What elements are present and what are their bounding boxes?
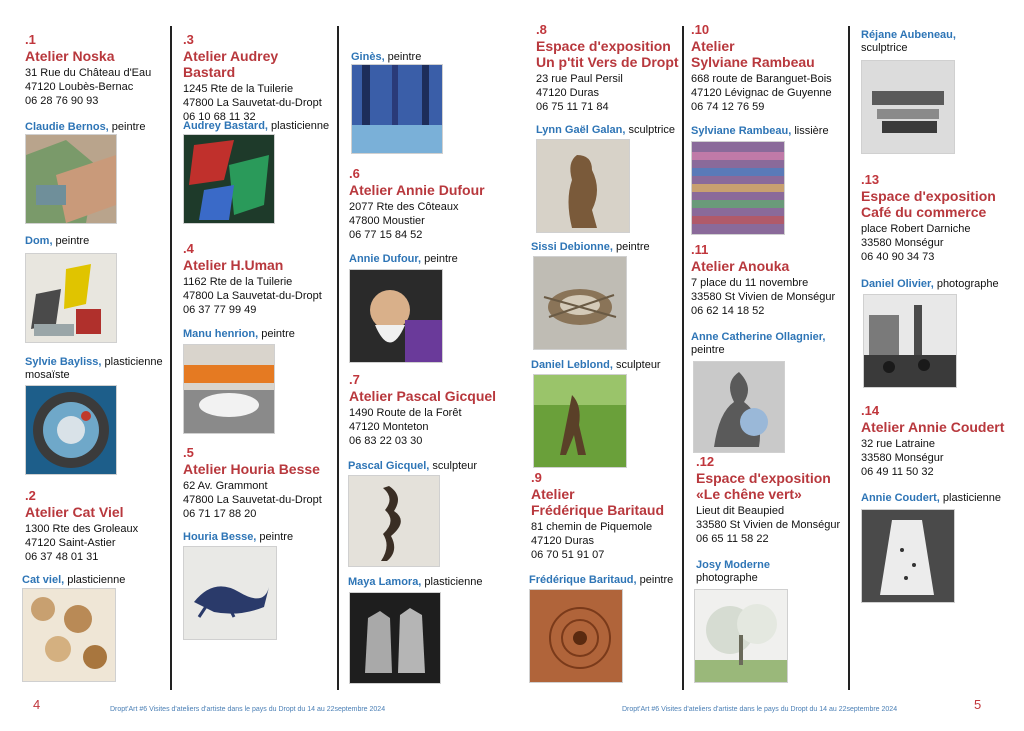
atelier-number: .14 xyxy=(861,403,880,418)
phone-number: 06 28 76 90 93 xyxy=(25,95,99,107)
atelier-title-line2: Café du commerce xyxy=(861,204,987,220)
artist-name: Dom, xyxy=(25,235,53,247)
address-line: 33580 Monségur xyxy=(861,237,944,249)
atelier-number: .1 xyxy=(25,32,36,47)
artist-role: peintre xyxy=(384,51,422,63)
artist-name: Audrey Bastard, xyxy=(183,120,268,132)
address-line: 33580 St Vivien de Monségur xyxy=(696,519,841,531)
artist-name: Daniel Olivier, xyxy=(861,278,934,290)
address-line: 2077 Rte des Côteaux xyxy=(349,201,459,213)
artist-name: Ginès, xyxy=(351,51,385,63)
artist-role: peintre xyxy=(421,253,458,265)
address-line: 31 Rue du Château d'Eau xyxy=(25,67,152,79)
page-number-left: 4 xyxy=(33,697,41,712)
artist-role-line2: photographe xyxy=(696,572,758,584)
artwork-photo xyxy=(693,361,785,453)
atelier-number: .11 xyxy=(691,242,709,257)
atelier-7 xyxy=(349,372,519,448)
column-divider xyxy=(170,26,172,690)
atelier-13 xyxy=(861,172,1011,264)
artist-caption xyxy=(536,124,679,137)
artist-role: plasticienne xyxy=(267,120,330,132)
atelier-title: Atelier Annie Coudert xyxy=(861,419,1005,435)
phone-number: 06 71 17 88 20 xyxy=(183,508,257,520)
artist-caption xyxy=(351,51,519,64)
atelier-number: .12 xyxy=(696,454,715,469)
artist-role: peintre xyxy=(52,235,90,247)
artwork-photo xyxy=(25,253,117,343)
address-line: 47800 La Sauvetat-du-Dropt xyxy=(183,290,322,302)
artist-role: lissière xyxy=(791,125,829,137)
address-line: 62 Av. Grammont xyxy=(183,480,268,492)
address-line: 47120 Lévignac de Guyenne xyxy=(691,87,832,99)
address-line: Lieut dit Beaupied xyxy=(696,505,785,517)
column-3 xyxy=(349,22,519,690)
address-line: 668 route de Baranguet-Bois xyxy=(691,73,832,85)
artist-name: Réjane Aubeneau, xyxy=(861,29,956,41)
atelier-title: Espace d'exposition xyxy=(536,38,671,54)
phone-number: 06 10 68 11 32 xyxy=(183,111,256,123)
phone-number: 06 75 11 71 84 xyxy=(536,101,609,113)
column-divider xyxy=(682,26,684,690)
address-line: 81 chemin de Piquemole xyxy=(531,521,653,533)
address-line: 32 rue Latraine xyxy=(861,438,935,450)
artist-role: peintre xyxy=(256,531,294,543)
phone-number: 06 37 48 01 31 xyxy=(25,551,99,563)
artist-name: Daniel Leblond, xyxy=(531,359,613,371)
address-line: place Robert Darniche xyxy=(861,223,971,235)
address-line: 1162 Rte de la Tuilerie xyxy=(183,276,293,288)
atelier-title: Atelier Annie Dufour xyxy=(349,182,485,198)
artist-role: photographe xyxy=(933,278,999,290)
artwork-photo xyxy=(22,588,116,682)
artist-caption xyxy=(25,121,167,134)
column-5 xyxy=(691,22,845,690)
address-line: 23 rue Paul Persil xyxy=(536,73,623,85)
atelier-number: .8 xyxy=(536,22,547,37)
atelier-number: .2 xyxy=(25,488,36,503)
artwork-photo xyxy=(348,475,440,567)
artist-role: plasticienne xyxy=(421,576,483,588)
artist-caption xyxy=(696,559,845,585)
artist-caption xyxy=(25,235,167,248)
atelier-title-line2: «Le chêne vert» xyxy=(696,486,802,502)
atelier-title: Espace d'exposition xyxy=(696,470,831,486)
address-line: 47800 La Sauvetat-du-Dropt xyxy=(183,494,322,506)
artist-caption xyxy=(861,492,1011,505)
artist-caption xyxy=(531,359,679,372)
column-1 xyxy=(22,22,167,690)
artwork-photo xyxy=(183,546,277,640)
phone-number: 06 74 12 76 59 xyxy=(691,101,765,113)
atelier-title-line2: Sylviane Rambeau xyxy=(691,54,815,70)
artwork-photo xyxy=(349,592,441,684)
address-line: 1300 Rte des Groleaux xyxy=(25,523,139,535)
atelier-5 xyxy=(183,445,333,521)
atelier-title: Espace d'exposition xyxy=(861,188,996,204)
artist-caption xyxy=(183,328,333,341)
artist-role: sculpteur xyxy=(612,359,661,371)
artist-role: peintre xyxy=(636,574,674,586)
phone-number: 06 65 11 58 22 xyxy=(696,533,769,545)
artist-name: Annie Dufour, xyxy=(349,253,422,265)
address-line: 47800 La Sauvetat-du-Dropt xyxy=(183,97,322,109)
address-line: 47120 Duras xyxy=(531,535,594,547)
atelier-title: Atelier Pascal Gicquel xyxy=(349,388,497,404)
atelier-11 xyxy=(691,242,845,318)
artwork-photo xyxy=(183,134,275,224)
atelier-14 xyxy=(861,403,1011,479)
artist-name: Frédérique Baritaud, xyxy=(529,574,637,586)
artist-name: Lynn Gaël Galan, xyxy=(536,124,626,136)
atelier-number: .4 xyxy=(183,241,194,256)
address-line: 1245 Rte de la Tuilerie xyxy=(183,83,294,95)
artist-role: plasticienne xyxy=(64,574,126,586)
artist-role: sculpteur xyxy=(429,460,478,472)
artist-name: Pascal Gicquel, xyxy=(348,460,430,472)
atelier-6 xyxy=(349,166,519,242)
artist-caption xyxy=(183,120,333,133)
artwork-photo xyxy=(533,256,627,350)
column-divider xyxy=(848,26,850,690)
address-line: 47120 Duras xyxy=(536,87,599,99)
phone-number: 06 40 90 34 73 xyxy=(861,251,935,263)
atelier-9 xyxy=(531,470,679,562)
atelier-number: .5 xyxy=(183,445,194,460)
artwork-photo xyxy=(25,385,117,475)
artist-name: Maya Lamora, xyxy=(348,576,422,588)
page-number-right: 5 xyxy=(974,697,982,712)
atelier-2 xyxy=(25,488,167,564)
phone-number: 06 49 11 50 32 xyxy=(861,466,934,478)
artist-name: Anne Catherine Ollagnier, xyxy=(691,331,826,343)
address-line: 47120 Loubès-Bernac xyxy=(25,81,134,93)
artist-caption xyxy=(348,460,519,473)
phone-number: 06 83 22 03 30 xyxy=(349,435,423,447)
artist-name: Josy Moderne xyxy=(696,559,770,571)
artwork-photo xyxy=(533,374,627,468)
atelier-title: Atelier xyxy=(531,486,575,502)
atelier-title: Atelier xyxy=(691,38,735,54)
artist-name: Sissi Debionne, xyxy=(531,241,613,253)
column-2 xyxy=(183,22,333,690)
atelier-4 xyxy=(183,241,333,317)
column-4 xyxy=(531,22,679,690)
atelier-title: Atelier Noska xyxy=(25,48,115,64)
atelier-8 xyxy=(536,22,679,114)
artist-role-line2: sculptrice xyxy=(861,42,908,54)
artist-name: Cat viel, xyxy=(22,574,65,586)
artist-caption xyxy=(531,241,679,254)
artist-name: Manu henrion, xyxy=(183,328,259,340)
artist-caption xyxy=(861,278,1011,291)
artwork-photo xyxy=(183,344,275,434)
atelier-title-line2: Frédérique Baritaud xyxy=(531,502,665,518)
atelier-title-line2: Un p'tit Vers de Dropt xyxy=(536,54,679,70)
atelier-number: .7 xyxy=(349,372,360,387)
artwork-photo xyxy=(25,134,117,224)
artist-role: peintre xyxy=(108,121,146,133)
atelier-number: .10 xyxy=(691,22,710,37)
address-line: 47800 Moustier xyxy=(349,215,425,227)
artist-role: sculptrice xyxy=(625,124,675,136)
atelier-number: .3 xyxy=(183,32,194,47)
artist-name: Claudie Bernos, xyxy=(25,121,109,133)
artist-caption xyxy=(691,125,845,138)
artist-role-line2: mosaïste xyxy=(25,369,70,381)
artist-caption xyxy=(349,253,519,266)
address-line: 33580 St Vivien de Monségur xyxy=(691,291,836,303)
atelier-title: Atelier H.Uman xyxy=(183,257,284,273)
artist-role: plasticienne xyxy=(101,356,163,368)
atelier-title: Atelier Cat Viel xyxy=(25,504,124,520)
footer-right: Dropt'Art #6 Visites d'ateliers d'artiste dans le pays du Dropt du 14 au 22septembre 2024 xyxy=(622,706,898,713)
artist-caption xyxy=(183,531,333,544)
atelier-3 xyxy=(183,32,333,124)
address-line: 47120 Monteton xyxy=(349,421,429,433)
column-divider xyxy=(337,26,339,690)
artwork-photo xyxy=(861,509,955,603)
artist-role: peintre xyxy=(258,328,295,340)
phone-number: 06 37 77 99 49 xyxy=(183,304,257,316)
footer-left: Dropt'Art #6 Visites d'ateliers d'artiste dans le pays du Dropt du 14 au 22septembre 2024 xyxy=(110,706,386,713)
address-line: 1490 Route de la Forêt xyxy=(349,407,462,419)
artwork-photo xyxy=(691,141,785,235)
phone-number: 06 77 15 84 52 xyxy=(349,229,423,241)
artwork-photo xyxy=(861,60,955,154)
atelier-1 xyxy=(25,32,167,108)
address-line: 7 place du 11 novembre xyxy=(691,277,809,289)
atelier-number: .9 xyxy=(531,470,542,485)
artwork-photo xyxy=(351,64,443,154)
artwork-photo xyxy=(694,589,788,683)
column-6 xyxy=(861,22,1011,690)
atelier-title: Atelier Anouka xyxy=(691,258,790,274)
atelier-10 xyxy=(691,22,845,114)
artist-name: Houria Besse, xyxy=(183,531,257,543)
artwork-photo xyxy=(536,139,630,233)
artist-name: Sylvie Bayliss, xyxy=(25,356,102,368)
artwork-photo xyxy=(863,294,957,388)
artist-caption xyxy=(861,29,1011,55)
artwork-photo xyxy=(529,589,623,683)
artist-caption xyxy=(25,356,167,382)
phone-number: 06 62 14 18 52 xyxy=(691,305,765,317)
artist-role: plasticienne xyxy=(939,492,1001,504)
address-line: 33580 Monségur xyxy=(861,452,944,464)
atelier-12 xyxy=(696,454,845,546)
artist-caption xyxy=(22,574,167,587)
atelier-title: Atelier Houria Besse xyxy=(183,461,320,477)
artwork-photo xyxy=(349,269,443,363)
phone-number: 06 70 51 91 07 xyxy=(531,549,605,561)
address-line: 47120 Saint-Astier xyxy=(25,537,116,549)
artist-caption xyxy=(691,331,845,357)
artist-caption xyxy=(529,574,679,587)
artist-role-line2: peintre xyxy=(691,344,725,356)
atelier-number: .6 xyxy=(349,166,360,181)
artist-caption xyxy=(348,576,519,589)
artist-role: peintre xyxy=(612,241,650,253)
artist-name: Sylviane Rambeau, xyxy=(691,125,792,137)
atelier-title: Atelier Audrey Bastard xyxy=(183,48,279,80)
artist-name: Annie Coudert, xyxy=(861,492,940,504)
atelier-number: .13 xyxy=(861,172,880,187)
